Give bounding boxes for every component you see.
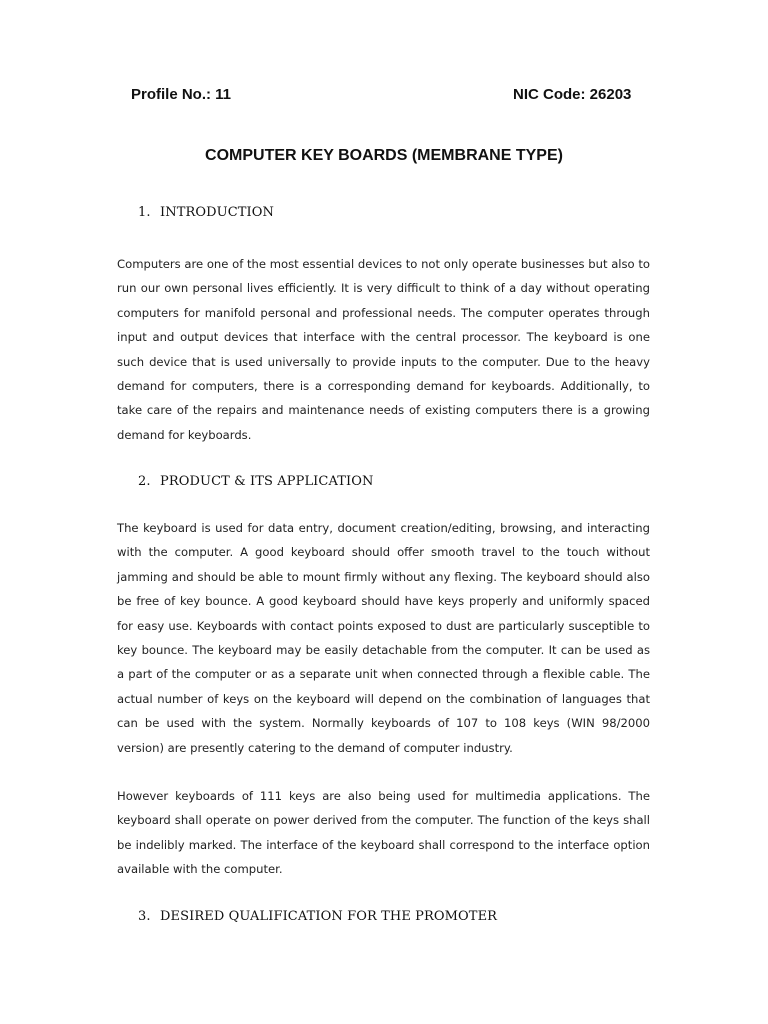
paragraph-introduction: Computers are one of the most essential devices to not only operate businesses but also to run our own personal lives efficiently. It is very difficult to think of a day without operating computers for manifold personal and professional needs. The computer operates through input and output devices that interface with the central processor. The keyboard is one such device that is used universally to provide inputs to the computer. Due to the heavy demand for computers, there is a corresponding demand for keyboards. Additionally, to take care of the repairs and maintenance needs of existing computers there is a growing demand for keyboards. bbox=[117, 257, 650, 442]
section-number: 1. bbox=[138, 205, 151, 220]
section-heading-introduction bbox=[138, 205, 274, 220]
section-heading-desired-qualification bbox=[138, 909, 497, 924]
profile-number: Profile No.: 11 bbox=[131, 86, 232, 103]
section-heading-product-application bbox=[138, 474, 373, 489]
section-title: INTRODUCTION bbox=[160, 205, 274, 220]
section-number: 3. bbox=[138, 909, 151, 924]
section-number: 2. bbox=[138, 474, 151, 489]
section-title: DESIRED QUALIFICATION FOR THE PROMOTER bbox=[160, 909, 498, 924]
paragraph-product-application-1: The keyboard is used for data entry, document creation/editing, browsing, and interacting with the computer. A good keyboard should offer smooth travel to the touch without jamming and should be able to mount firmly without any flexing. The keyboard should also be free of key bounce. A good keyboard should have keys properly and uniformly spaced for easy use. Keyboards with contact points exposed to dust are particularly susceptible to key bounce. The keyboard may be easily detachable from the computer. It can be used as a part of the computer or as a separate unit when connected through a flexible cable. The actual number of keys on the keyboard will depend on the combination of languages that can be used with the system. Normally keyboards of 107 to 108 keys (WIN 98/2000 version) are presently catering to the demand of computer industry. bbox=[117, 521, 650, 755]
nic-code: NIC Code: 26203 bbox=[513, 86, 632, 103]
section-title: PRODUCT & ITS APPLICATION bbox=[160, 474, 374, 489]
paragraph-product-application-2: However keyboards of 111 keys are also being used for multimedia applications. The keyboard shall operate on power derived from the computer. The function of the keys shall be indelibly marked. The interface of the keyboard shall correspond to the interface option available with the computer. bbox=[117, 789, 650, 877]
document-title: COMPUTER KEY BOARDS (MEMBRANE TYPE) bbox=[205, 147, 563, 164]
